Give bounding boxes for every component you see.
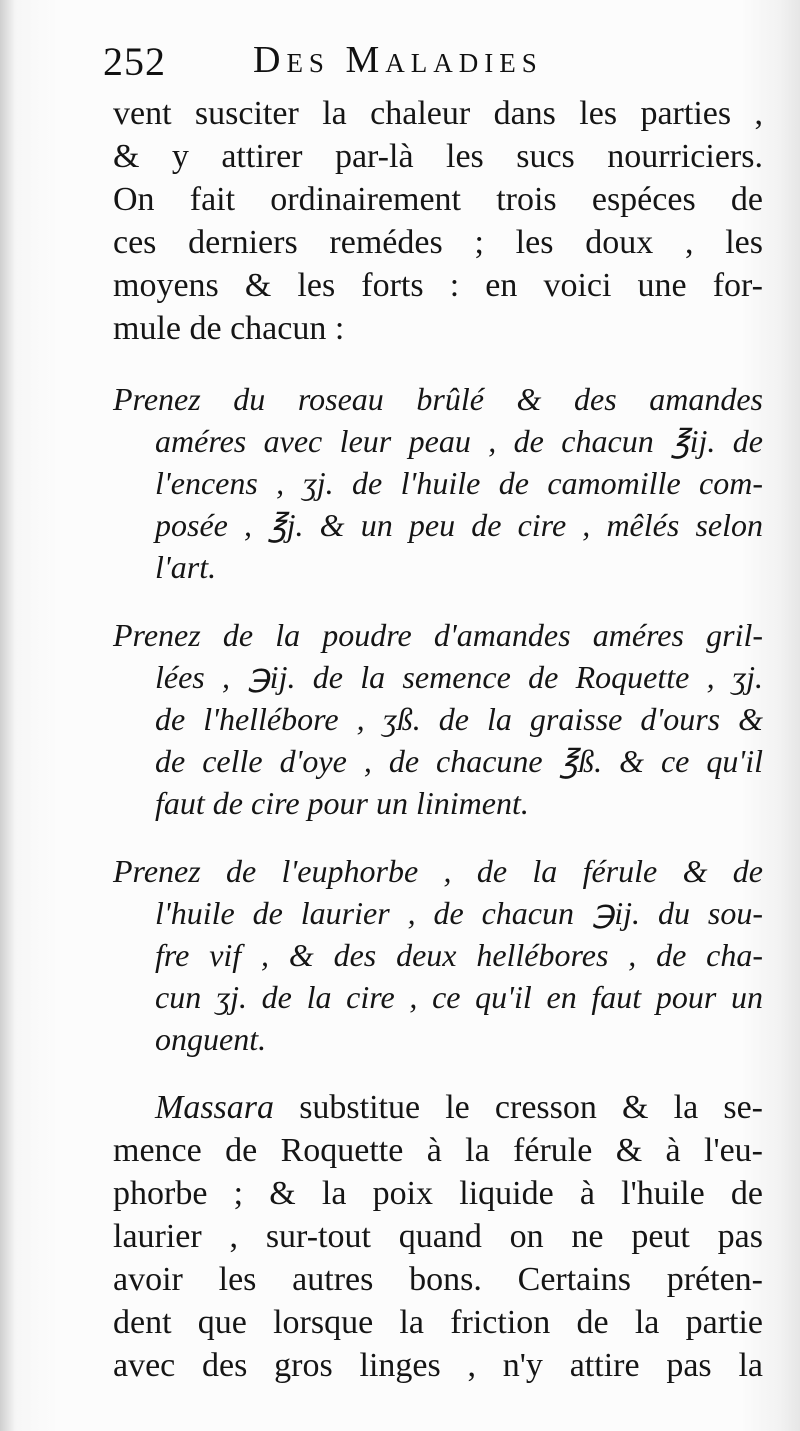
page-body [113,92,763,1387]
intro-line: ces derniers remédes ; les doux , les [113,224,763,261]
page-header [103,30,663,90]
page-gutter-shadow [0,0,14,1431]
closing-first-line-rest: substitue le cresson & la se- [299,1089,763,1126]
page-number: 252 [103,39,166,84]
intro-line: vent susciter la chaleur dans les parties , [113,95,763,132]
recipe-line: améres avec leur peau , de chacun ℥ij. de [155,423,763,459]
closing-line: dent que lorsque la friction de la partie [113,1304,763,1341]
author-name: Massara [155,1089,275,1126]
closing-line: avec des gros linges , n'y attire pas la [113,1347,763,1384]
closing-line: mence de Roquette à la férule & à l'eu- [113,1132,763,1169]
recipe-line: onguent. [155,1021,267,1057]
recipe-line: lées , ℈ij. de la semence de Roquette , ʒj. [155,659,763,695]
recipe-mild [113,378,763,588]
recipe-line: cun ʒj. de la cire , ce qu'il en faut pour un [155,979,763,1015]
recipe-line: l'art. [155,549,217,585]
closing-line: laurier , sur-tout quand on ne peut pas [113,1218,763,1255]
intro-paragraph [113,92,763,350]
recipe-medium [113,614,763,824]
recipe-strong [113,850,763,1060]
closing-line: phorbe ; & la poix liquide à l'huile de [113,1175,763,1212]
closing-line: avoir les autres bons. Certains préten- [113,1261,763,1298]
intro-line: & y attirer par-là les sucs nourriciers. [113,138,763,175]
recipe-line: fre vif , & des deux hellébores , de cha- [155,937,763,973]
recipe-line: Prenez du roseau brûlé & des amandes [113,381,763,417]
closing-first-line [113,1086,763,1129]
intro-line: moyens & les forts : en voici une for- [113,267,763,304]
intro-line: On fait ordinairement trois espéces de [113,181,763,218]
recipe-line: faut de cire pour un liniment. [155,785,529,821]
running-head: Des Maladies [253,39,543,81]
recipe-line: Prenez de l'euphorbe , de la férule & de [113,853,763,889]
intro-line: mule de chacun : [113,310,345,347]
closing-paragraph [113,1086,763,1387]
recipe-line: Prenez de la poudre d'amandes améres gril- [113,617,763,653]
recipe-line: l'encens , ʒj. de l'huile de camomille com- [155,465,763,501]
recipe-line: de l'hellébore , ʒß. de la graisse d'ours & [155,701,763,737]
recipe-line: l'huile de laurier , de chacun ℈ij. du sou- [155,895,763,931]
recipe-line: de celle d'oye , de chacune ℥ß. & ce qu'il [155,743,763,779]
recipe-line: posée , ℥j. & un peu de cire , mêlés selon [155,507,763,543]
